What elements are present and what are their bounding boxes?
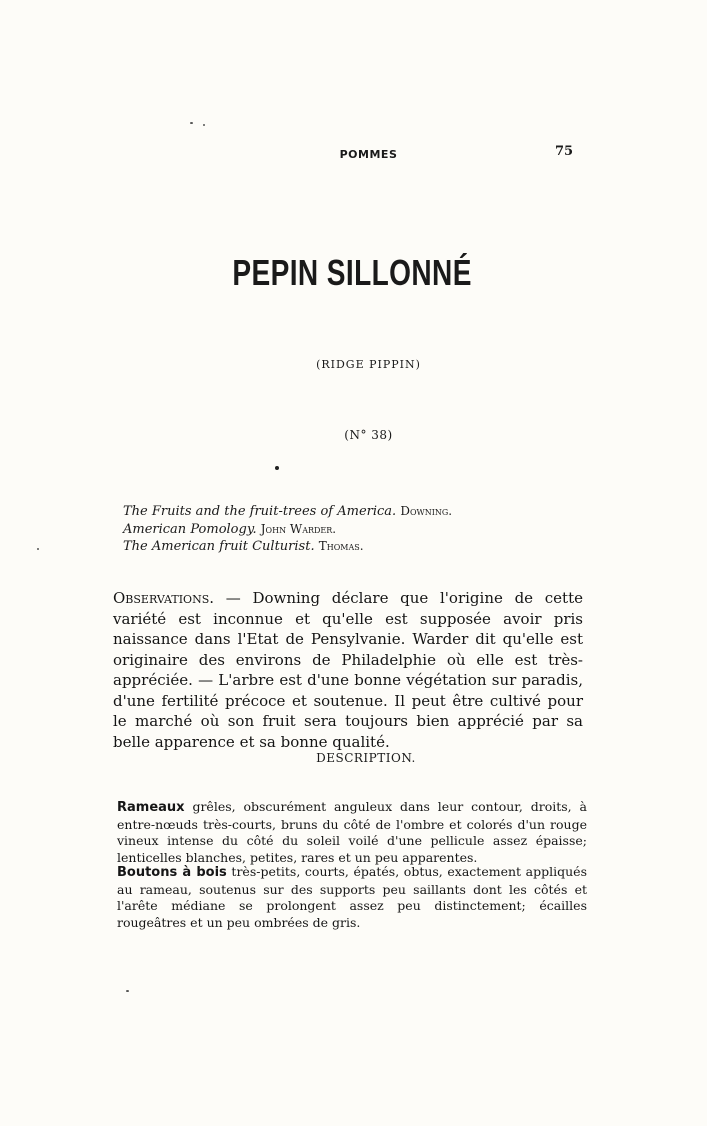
observations-paragraph — [113, 588, 583, 752]
observations-text: — Downing déclare que l'origine de cette variété est inconnue et qu'elle est supposée avoir pris naissance dans l'Etat de Pensylvanie. Warder dit qu'elle est originaire des environs de Philadelphie où elle est très-appréciée. — L'arbre est d'une bonne végétation sur paradis, d'une fertilité précoce et soutenue. Il peut être cultivé pour le marché où son fruit sera toujours bien apprécié par sa belle apparence et sa bonne qualité. — [113, 589, 583, 751]
description-lead: Rameaux — [117, 800, 185, 815]
description-lead: Boutons à bois — [117, 865, 227, 880]
description-heading: DESCRIPTION. — [316, 751, 416, 765]
page-speck — [203, 124, 205, 126]
page-title: PEPIN SILLONNÉ — [232, 252, 472, 293]
running-head: POMMES — [339, 148, 398, 161]
reference-line — [123, 521, 452, 539]
page-speck — [190, 122, 193, 124]
page-number: 75 — [555, 144, 574, 159]
reference-work: American Pomology. — [123, 521, 257, 537]
reference-author: Downing. — [400, 504, 453, 518]
reference-author: John Warder. — [260, 521, 337, 536]
reference-work: The Fruits and the fruit-trees of America. — [123, 504, 397, 519]
page-subtitle: (RIDGE PIPPIN) — [316, 358, 421, 371]
description-text: très-petits, courts, épatés, obtus, exactement appliqués au rameau, soutenus sur des supports peu saillants dont les côtés et l'arête médiane se prolongent assez peu distinctement; écailles rougeâtres et un peu ombrées de gris. — [117, 864, 587, 930]
description-paragraph-boutons — [117, 864, 587, 931]
references-list — [123, 503, 452, 556]
reference-line — [123, 538, 452, 556]
reference-work: The American fruit Culturist. — [123, 539, 315, 554]
reference-line — [123, 503, 452, 521]
description-paragraph-rameaux — [117, 799, 587, 866]
reference-author: Thomas. — [318, 539, 364, 553]
variety-number: (N° 38) — [344, 428, 393, 442]
page-speck — [37, 548, 39, 550]
ornament-dot — [275, 466, 279, 470]
page-speck — [126, 990, 129, 992]
observations-lead: Observations. — [113, 589, 215, 607]
description-text: grêles, obscurément anguleux dans leur contour, droits, à entre-nœuds très-courts, bruns du côté de l'ombre et colorés d'un rouge vineux intense du côté du soleil voilé d'une pellicule assez épaisse; lenticelles blanches, petites, rares et un peu apparentes. — [117, 799, 587, 865]
